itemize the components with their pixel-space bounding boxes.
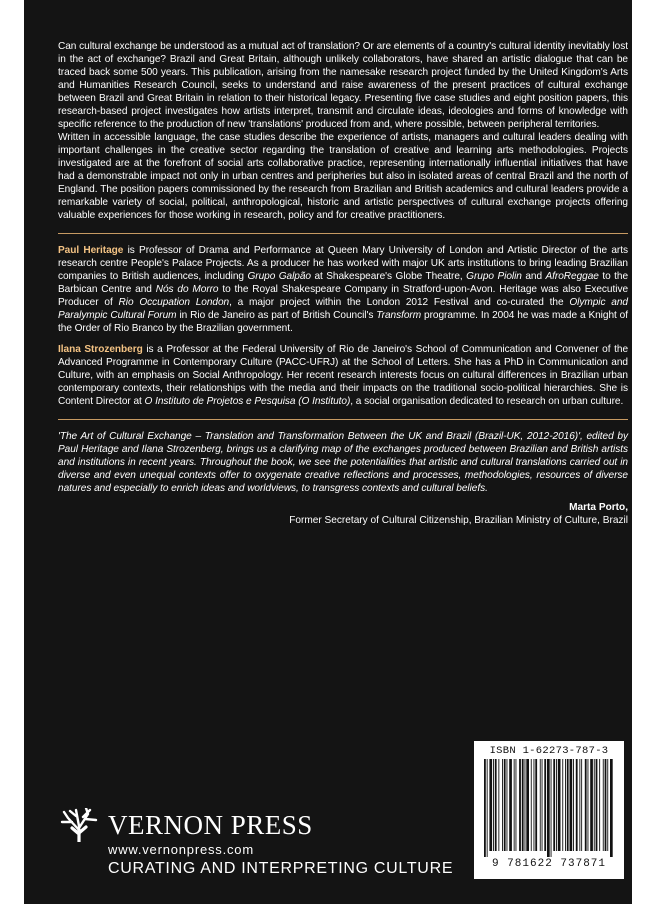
- publisher-tagline: CURATING AND INTERPRETING CULTURE: [108, 860, 454, 877]
- blurb-paragraph-2: Written in accessible language, the case studies describe the experience of artists, managers and cultural leaders dealing with important challenges in the creative sector regarding the translation of creative and learning arts methodologies. Projects investigated are at the forefront of social arts collaborative practice, representing internationally influential initiatives that have had a demonstrable impact not only in urban centres and peripheries but also in isolated areas of central Brazil and the north of England. The position papers commissioned by the research from Brazilian and British academics and cultural leaders provide a remarkable variety of social, political, anthropological, historic and artistic perspectives of cultural exchange projects offering valuable experiences for those working in research, policy and for creative practitioners.: [58, 132, 628, 221]
- publisher-website: www.vernonpress.com: [108, 842, 254, 857]
- barcode-bar: [484, 759, 486, 857]
- barcode-bar: [605, 759, 607, 851]
- barcode-bar: [565, 759, 566, 851]
- barcode-bar: [594, 759, 595, 851]
- section-divider: [58, 419, 628, 420]
- barcode-bar: [526, 759, 529, 851]
- barcode-bar: [567, 759, 569, 851]
- back-cover: [24, 0, 632, 904]
- bio-paul-heritage: Paul Heritage is Professor of Drama and Performance at Queen Mary University of London and Artistic Director of the arts research centre People's Palace Projects. As a producer he has worked with major UK arts institutions to bring leading Brazilian companies to British audiences, including Grupo Galpão at Shakespeare's Globe Theatre, Grupo Piolin and AfroReggae to the Barbican Centre and Nós do Morro to the Royal Shakespeare Company in Stratford-upon-Avon. Heritage was also Executive Producer of Rio Occupation London, a major project within the London 2012 Festival and co-curated the Olympic and Paralympic Cultural Forum in Rio de Janeiro as part of British Council's Transform programme. In 2004 he was made a Knight of the Order of Rio Branco by the Brazilian government.: [58, 245, 629, 334]
- barcode-bar: [607, 759, 608, 851]
- barcode-bar: [540, 759, 541, 851]
- barcode-bar: [599, 759, 600, 851]
- barcode-bar: [489, 759, 492, 851]
- barcode-bar: [516, 759, 517, 851]
- quote-author: Marta Porto,: [569, 502, 628, 513]
- barcode-bar: [525, 759, 526, 851]
- barcode-bar: [495, 759, 497, 851]
- cover-text: [58, 40, 628, 526]
- barcode-bar: [498, 759, 499, 851]
- barcode-bar: [487, 759, 488, 857]
- barcode-bar: [590, 759, 593, 851]
- barcode-bar: [603, 759, 604, 851]
- barcode-bar: [542, 759, 543, 851]
- publisher-logo-block: [58, 808, 454, 888]
- barcode-bar: [535, 759, 537, 851]
- quote-text: 'The Art of Cultural Exchange – Translation and Transformation Between the UK and Brazil (Brazil-UK, 2012-2016)', edited by Paul Heritage and Ilana Strozenberg, brings us a clarifying map of the exchanges produced between Brazilian and British artists and institutions in recent years. Throughout the book, we see the potentialities that artistic and cultural translations carried out in diverse and even unequal contexts offer to oxygenate creative reflections and processes, methodologies, resources of diverse natures and especially to enrich ideas and worldviews, to transgress contexts and cultural beliefs.: [58, 431, 628, 494]
- barcode-bar: [504, 759, 506, 851]
- isbn-digits: 9 781622 737871: [491, 858, 607, 870]
- barcode-bar: [610, 759, 613, 857]
- barcode-bar: [573, 759, 574, 851]
- isbn-barcode: [474, 741, 624, 879]
- barcode-bar: [588, 759, 589, 851]
- barcode-bar: [547, 759, 550, 857]
- blurb-paragraph-1: Can cultural exchange be understood as a mutual act of translation? Or are elements of a country's cultural identity inevitably lost in the act of exchange? Brazil and Great Britain, although unlikely collaborators, have shared an artistic dialogue that can be traced back some 500 years. This publication, arising from the namesake research project funded by the United Kingdom's Arts and Humanities Research Council, seeks to understand and raise awareness of the present practices of cultural exchange between Brazil and Great Britain in relation to their historical legacy. Presenting five case studies and eight position papers, this research-based project investigates how artists interpret, transmit and circulate ideas, ideologies and forms of knowledge with specific reference to the production of new 'translations' produced from and, where possible, between peripheral territories.: [58, 41, 628, 130]
- barcode-bar: [534, 759, 535, 851]
- publisher-name: VERNON PRESS: [108, 810, 313, 840]
- barcode-bar: [509, 759, 512, 851]
- barcode-bar: [531, 759, 532, 851]
- section-divider: [58, 233, 628, 234]
- author-name: Ilana Strozenberg: [58, 344, 143, 355]
- barcode-graphic: [482, 759, 616, 857]
- barcode-bar: [502, 759, 503, 851]
- barcode-bar: [493, 759, 494, 851]
- barcode-bar: [514, 759, 515, 851]
- barcode-bar: [519, 759, 521, 851]
- barcode-bar: [556, 759, 557, 851]
- barcode-bar: [507, 759, 508, 851]
- barcode-bar: [576, 759, 578, 851]
- barcode-bar: [544, 759, 546, 851]
- bio-ilana-strozenberg: Ilana Strozenberg is a Professor at the Federal University of Rio de Janeiro's School of Communication and Convener of the Advanced Programme in Contemporary Culture (PACC-UFRJ) at the School of Letters. She has a PhD in Communication and Culture, with an emphasis on Social Anthropology. Her recent research interests focus on cultural differences in Brazilian urban contemporary contexts, their relationships with the media and their impacts on the traditional socio-political hierarchies. She is Content Director at O Instituto de Projetos e Pesquisa (O Instituto), a social organisation dedicated to research on urban culture.: [58, 344, 629, 407]
- barcode-bar: [579, 759, 580, 851]
- barcode-bar: [581, 759, 582, 851]
- barcode-bar: [562, 759, 563, 851]
- quote-author-role: Former Secretary of Cultural Citizenship, Brazilian Ministry of Culture, Brazil: [289, 515, 628, 526]
- barcode-bar: [596, 759, 598, 851]
- barcode-bar: [585, 759, 587, 851]
- vernon-press-tree-icon: [58, 808, 100, 842]
- endorsement-quote: [58, 430, 628, 526]
- barcode-bar: [558, 759, 561, 851]
- barcode-bar: [570, 759, 573, 851]
- isbn-label: ISBN 1-62273-787-3: [489, 745, 609, 757]
- author-name: Paul Heritage: [58, 245, 124, 256]
- barcode-bar: [553, 759, 555, 851]
- barcode-bar: [551, 759, 552, 857]
- barcode-bar: [522, 759, 524, 851]
